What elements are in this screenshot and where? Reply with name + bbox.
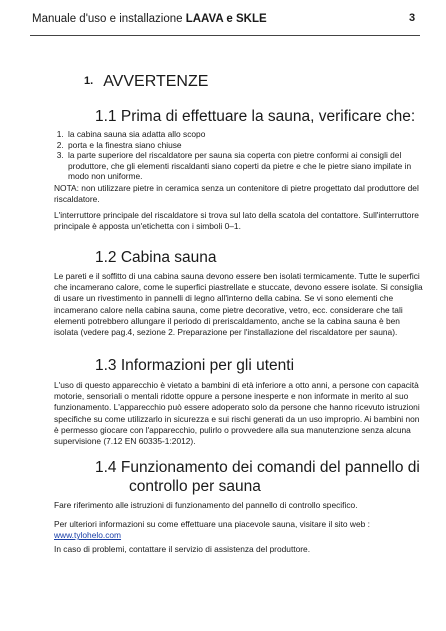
- section-1-2-heading: 1.2 Cabina sauna: [95, 249, 217, 266]
- list-item: 3. la parte superiore del riscaldatore per sauna sia coperta con pietre conformi ai consigli del produttore, che gli elementi riscaldanti siano coperti da pietre e che le pietre siano impilate in modo non uniforme.: [66, 150, 426, 182]
- section-1-4-heading-line2: controllo per sauna: [129, 478, 261, 495]
- section-1-4-heading-line1: 1.4 Funzionamento dei comandi del pannello di: [95, 459, 420, 476]
- document-title: [32, 13, 267, 25]
- control-panel-paragraph: Fare riferimento alle istruzioni di funzionamento del pannello di controllo specifico.: [54, 500, 358, 510]
- support-paragraph: In caso di problemi, contattare il servizio di assistenza del produttore.: [54, 544, 311, 554]
- website-intro: Per ulteriori informazioni su come effettuare una piacevole sauna, visitare il sito web :: [54, 519, 370, 529]
- website-link[interactable]: www.tylohelo.com: [54, 530, 122, 541]
- page-number: 3: [409, 12, 416, 24]
- user-info-paragraph: L'uso di questo apparecchio è vietato a bambini di età inferiore a otto anni, a persone con capacità motorie, sensoriali o mentali ridotte oppure a persone inesperte e non informate in merito al suo funzionamento. L'apparecchio può essere adoperato solo da persone che hanno ricevuto istruzioni specifiche su come utilizzarlo in sicurezza e sui rischi generati da un uso improprio. Ai bambini non è permesso giocare con l'apparecchio, pulirlo o provvedere alla sua manutenzione senza alcuna supervisione (7.12 EN 60335-1:2012).: [54, 380, 420, 447]
- header-divider: [30, 35, 420, 36]
- checklist: [54, 129, 426, 182]
- switch-paragraph: L'interruttore principale del riscaldatore si trova sul lato della scatola del contattore. Sull'interruttore principale è apposta un'etichetta con i simboli 0–1.: [54, 210, 419, 232]
- list-item: 1. la cabina sauna sia adatta allo scopo: [66, 129, 426, 140]
- list-item: 2. porta e la finestra siano chiuse: [66, 140, 426, 151]
- section-1-1-heading: 1.1 Prima di effettuare la sauna, verificare che:: [95, 108, 416, 125]
- section-1-3-heading: 1.3 Informazioni per gli utenti: [95, 357, 295, 374]
- website-paragraph: [54, 519, 424, 541]
- document-title-plain: Manuale d'uso e installazione: [32, 13, 186, 25]
- section-1-title: AVVERTENZE: [103, 73, 209, 90]
- section-1-heading: [84, 73, 208, 91]
- section-1-number: 1.: [84, 75, 94, 87]
- sauna-cabin-paragraph: Le pareti e il soffitto di una cabina sauna devono essere ben isolati termicamente. Tutte le superfici che incamerano calore, come le superfici piastrellate e stuccate, devono essere isolate. Si consiglia di usare un rivestimento in pannelli di legno all'interno della cabina. Se vi sono elementi che incamerano calore nella cabina sauna, come pietre decorative, vetro, ecc. considerare che tali elementi potrebbero allungare il periodo di preriscaldamento, anche se la cabina sauna è ben isolata (vedere pag.4, sezione 2. Preparazione per l'installazione del riscaldatore per sauna).: [54, 271, 423, 338]
- note-paragraph: NOTA: non utilizzare pietre in ceramica senza un contenitore di pietre progettato dal produttore del riscaldatore.: [54, 183, 419, 205]
- document-title-product: LAAVA e SKLE: [185, 13, 267, 25]
